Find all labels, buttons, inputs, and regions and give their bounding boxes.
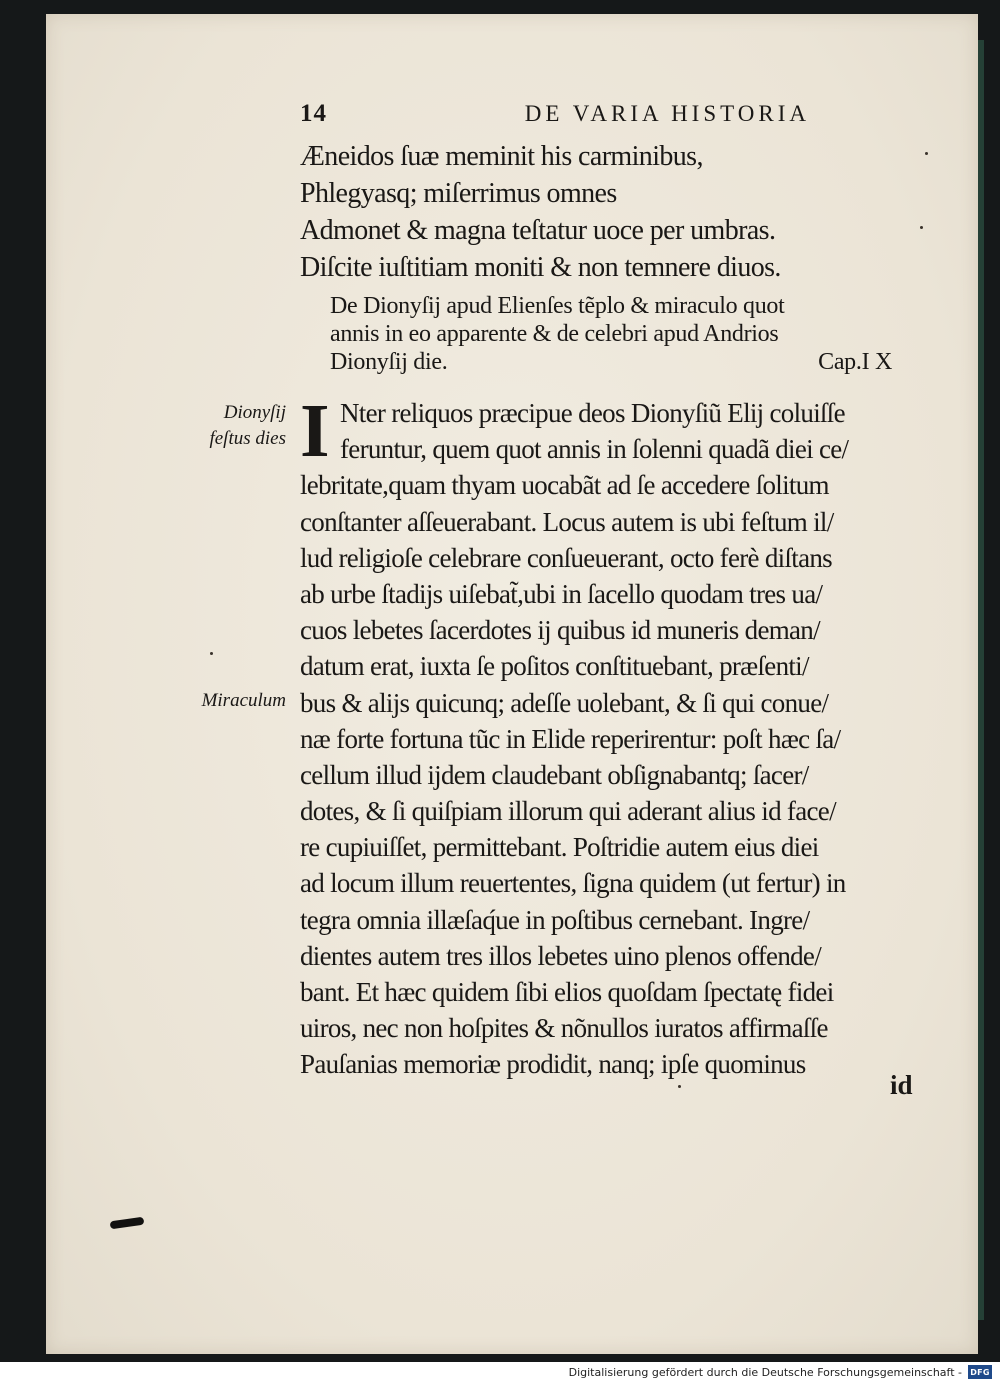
marginal-note-line: feſtus dies [209,428,286,449]
body-line: bant. Et hæc quidem ſibi elios quoſdam ſpectatę fidei [300,977,834,1007]
body-line: feruntur, quem quot annis in ſolenni quadã diei ce/ [340,434,849,465]
footer-bar [0,1362,1000,1382]
marginal-note-line: Dionyſij [223,402,286,423]
marginal-note-miracle: Miraculum [201,690,286,711]
chapter-heading-line: annis in eo apparente & de celebri apud Andrios [330,321,779,347]
paper-speck [210,652,213,655]
chapter-heading [330,292,900,376]
catchword: id [890,1070,913,1100]
chapter-heading-line: De Dionyſij apud Elienſes tẽplo & miraculo quot [330,293,785,319]
running-head [300,100,810,134]
verse-line: Æneidos ſuæ meminit his carminibus, [300,141,703,172]
body-line: Pauſanias memoriæ prodidit, nanq; ipſe quominus [300,1049,806,1080]
body-line: ad locum illum reuertentes, ſigna quidem (ut fertur) in [300,868,846,899]
body-line: conſtanter aſſeuerabant. Locus autem is ubi feſtum il/ [300,506,834,537]
body-line: bus & alijs quicunq; adeſſe uolebant, & ſi qui conue/ [300,687,829,718]
body-line: dientes autem tres illos lebetes uino plenos offende/ [300,940,822,971]
paper-speck [678,1085,681,1088]
paper-speck [925,152,928,155]
binding-edge [978,40,984,1320]
chapter-heading-line-end: Dionyſij die. [330,349,448,375]
body-line: re cupiuiſſet, permittebant. Poſtridie autem eius diei [300,832,819,863]
body-line: uiros, nec non hoſpites & nõnullos iuratos affirmaſſe [300,1013,828,1044]
body-line: næ forte fortuna tũc in Elide reperirentur: poſt hæc ſa/ [300,723,841,754]
body-line: tegra omnia illæſaq́ue in poſtibus cernebant. Ingre/ [300,904,810,935]
chapter-number: Cap.I X [818,349,892,375]
body-line: cellum illud ijdem claudebant obſignabantq; ſacer/ [300,759,809,790]
verse-line: Admonet & magna teſtatur uoce per umbras. [300,215,776,246]
body-line: lebritate,quam thyam uocabãt ad ſe accedere ſolitum [300,470,829,501]
paper-speck [920,226,923,229]
body-line: lud religioſe celebrare conſueuerant, octo ferè diſtans [300,542,832,573]
verse-quotation [300,138,900,286]
page-number: 14 [300,100,327,127]
drop-initial: I [300,389,330,473]
body-line: dotes, & ſi quiſpiam illorum qui aderant alius id face/ [300,796,836,827]
funding-credit: Digitalisierung gefördert durch die Deutsche Forschungsgemeinschaft - [568,1365,962,1379]
body-text [300,389,930,1083]
verse-line: Diſcite iuſtitiam moniti & non temnere diuos. [300,252,781,283]
verse-line: Phlegyasq; miſerrimus omnes [300,178,617,209]
marginal-note-festival [176,400,286,452]
body-line: ab urbe ſtadijs uiſebat̃,ubi in ſacello quodam tres ua/ [300,578,823,609]
chapter-heading-last-line [330,348,892,376]
body-line: Nter reliquos præcipue deos Dionyſiũ Elij coluiſſe [340,398,845,428]
body-line: cuos lebetes ſacerdotes ij quibus id muneris deman/ [300,615,820,646]
body-line: datum erat, iuxta ſe poſitos conſtituebant, præſenti/ [300,651,809,682]
dfg-logo: DFG [968,1365,992,1379]
running-title: DE VARIA HISTORIA [524,101,810,126]
